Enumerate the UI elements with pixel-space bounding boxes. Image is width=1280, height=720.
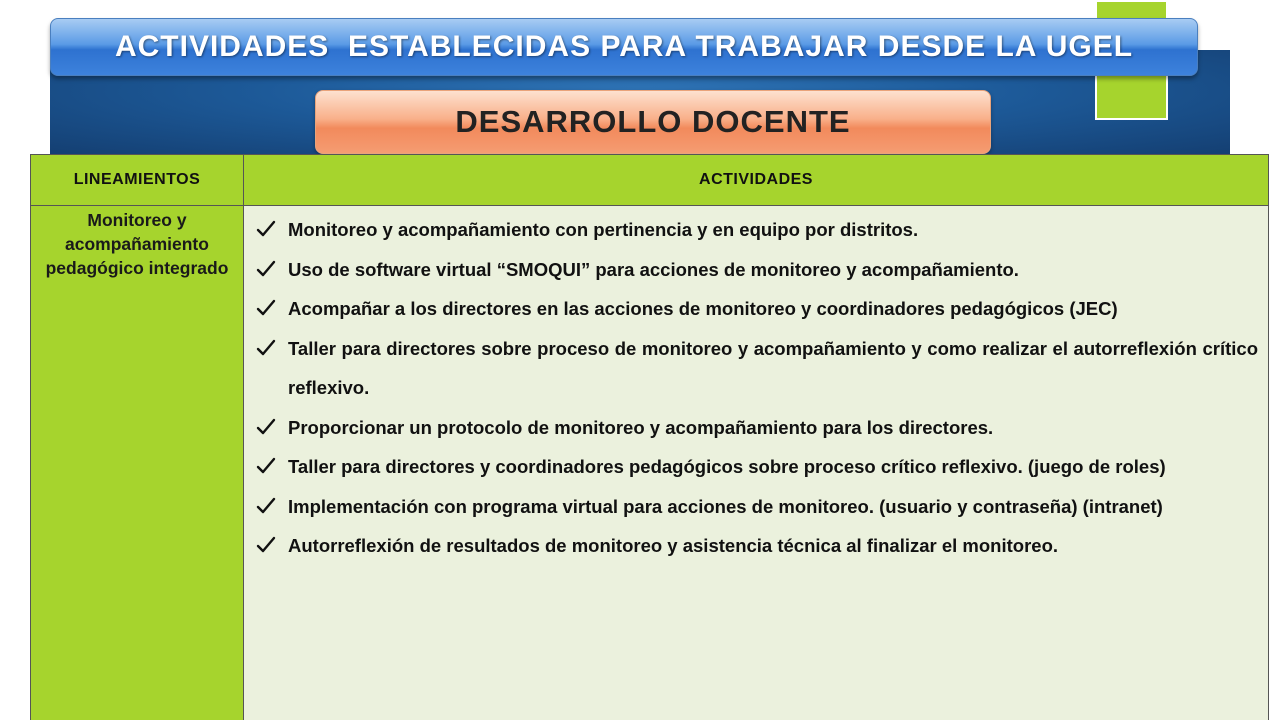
header-lineamientos: LINEAMIENTOS <box>31 155 244 206</box>
checkmark-icon <box>256 456 276 476</box>
checkmark-icon <box>256 219 276 239</box>
activity-item <box>256 250 1258 290</box>
activities-table <box>30 154 1269 720</box>
activities-cell <box>244 206 1269 720</box>
title-banner <box>50 18 1198 76</box>
activity-text: Taller para directores y coordinadores pedagógicos sobre proceso crítico reflexivo. (juego de roles) <box>288 456 1166 477</box>
lineamiento-cell: Monitoreo y acompañamiento pedagógico integrado <box>31 206 244 720</box>
checkmark-icon <box>256 496 276 516</box>
subtitle-banner <box>315 90 991 154</box>
activity-item <box>256 408 1258 448</box>
activity-text: Acompañar a los directores en las acciones de monitoreo y coordinadores pedagógicos (JEC) <box>288 298 1118 319</box>
checkmark-icon <box>256 417 276 437</box>
activity-item <box>256 210 1258 250</box>
activity-text: Taller para directores sobre proceso de monitoreo y acompañamiento y como realizar el autorreflexión crítico reflexivo. <box>288 337 1258 398</box>
checkmark-icon <box>256 338 276 358</box>
activity-item <box>256 289 1258 329</box>
activity-text: Proporcionar un protocolo de monitoreo y acompañamiento para los directores. <box>288 416 994 438</box>
checkmark-icon <box>256 298 276 318</box>
page-title: ACTIVIDADES ESTABLECIDAS PARA TRABAJAR DESDE LA UGEL <box>114 30 1134 63</box>
table-header-row <box>31 155 1269 206</box>
activity-text: Implementación con programa virtual para acciones de monitoreo. (usuario y contraseña) (intranet) <box>288 495 1163 517</box>
activities-list <box>256 210 1258 566</box>
activity-item <box>256 329 1258 408</box>
section-subtitle: DESARROLLO DOCENTE <box>455 104 851 139</box>
activity-text: Uso de software virtual “SMOQUI” para acciones de monitoreo y acompañamiento. <box>288 258 1019 280</box>
activity-item <box>256 487 1258 527</box>
header-actividades: ACTIVIDADES <box>244 155 1269 206</box>
checkmark-icon <box>256 535 276 555</box>
checkmark-icon <box>256 259 276 279</box>
table-row <box>31 206 1269 720</box>
activity-text: Monitoreo y acompañamiento con pertinencia y en equipo por distritos. <box>288 219 919 240</box>
activity-item <box>256 526 1258 566</box>
activity-item <box>256 447 1258 487</box>
activity-text: Autorreflexión de resultados de monitoreo y asistencia técnica al finalizar el monitoreo. <box>288 535 1059 556</box>
